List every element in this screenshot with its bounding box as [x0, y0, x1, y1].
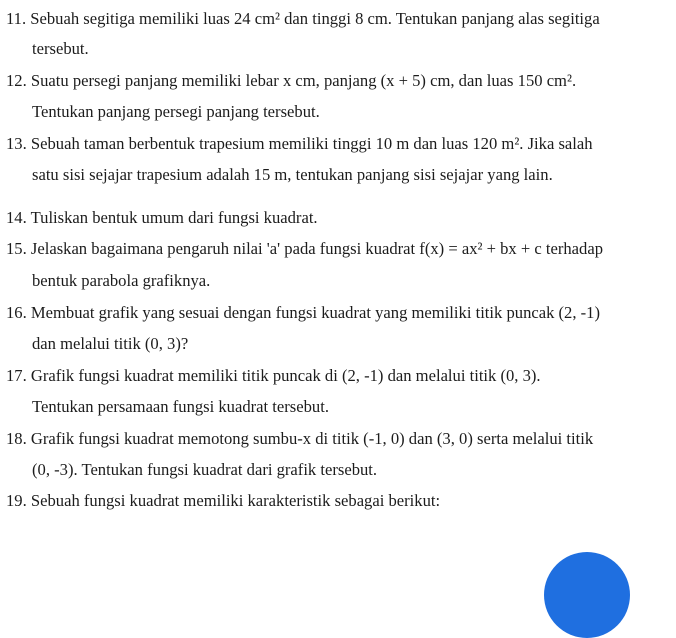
- question-16-line-2: dan melalui titik (0, 3)?: [32, 334, 189, 353]
- question-13-line-2: satu sisi sejajar trapesium adalah 15 m, tentukan panjang sisi sejajar yang lain.: [32, 165, 553, 184]
- question-15-line-2: bentuk parabola grafiknya.: [32, 271, 211, 290]
- question-12-line-1: 12. Suatu persegi panjang memiliki lebar x cm, panjang (x + 5) cm, dan luas 150 cm².: [6, 71, 577, 90]
- question-11-line-1: 11. Sebuah segitiga memiliki luas 24 cm² dan tinggi 8 cm. Tentukan panjang alas segitiga: [6, 9, 600, 28]
- question-17-line-1: 17. Grafik fungsi kuadrat memiliki titik puncak di (2, -1) dan melalui titik (0, 3).: [6, 366, 541, 385]
- question-19-line-1: 19. Sebuah fungsi kuadrat memiliki karakteristik sebagai berikut:: [6, 491, 441, 510]
- question-13-line-1: 13. Sebuah taman berbentuk trapesium memiliki tinggi 10 m dan luas 120 m². Jika salah: [6, 134, 593, 153]
- question-18-line-2: (0, -3). Tentukan fungsi kuadrat dari grafik tersebut.: [32, 460, 378, 479]
- question-16-line-1: 16. Membuat grafik yang sesuai dengan fungsi kuadrat yang memiliki titik puncak (2, -1): [6, 303, 601, 322]
- floating-action-button[interactable]: [544, 552, 630, 638]
- question-18-line-1: 18. Grafik fungsi kuadrat memotong sumbu-x di titik (-1, 0) dan (3, 0) serta melalui titik: [6, 429, 594, 448]
- question-14-line-1: 14. Tuliskan bentuk umum dari fungsi kuadrat.: [6, 208, 318, 227]
- question-12-line-2: Tentukan panjang persegi panjang tersebut.: [32, 102, 320, 121]
- question-17-line-2: Tentukan persamaan fungsi kuadrat tersebut.: [32, 397, 329, 416]
- question-15-line-1: 15. Jelaskan bagaimana pengaruh nilai 'a' pada fungsi kuadrat f(x) = ax² + bx + c terhadap: [6, 239, 604, 258]
- question-11-line-2: tersebut.: [32, 39, 89, 58]
